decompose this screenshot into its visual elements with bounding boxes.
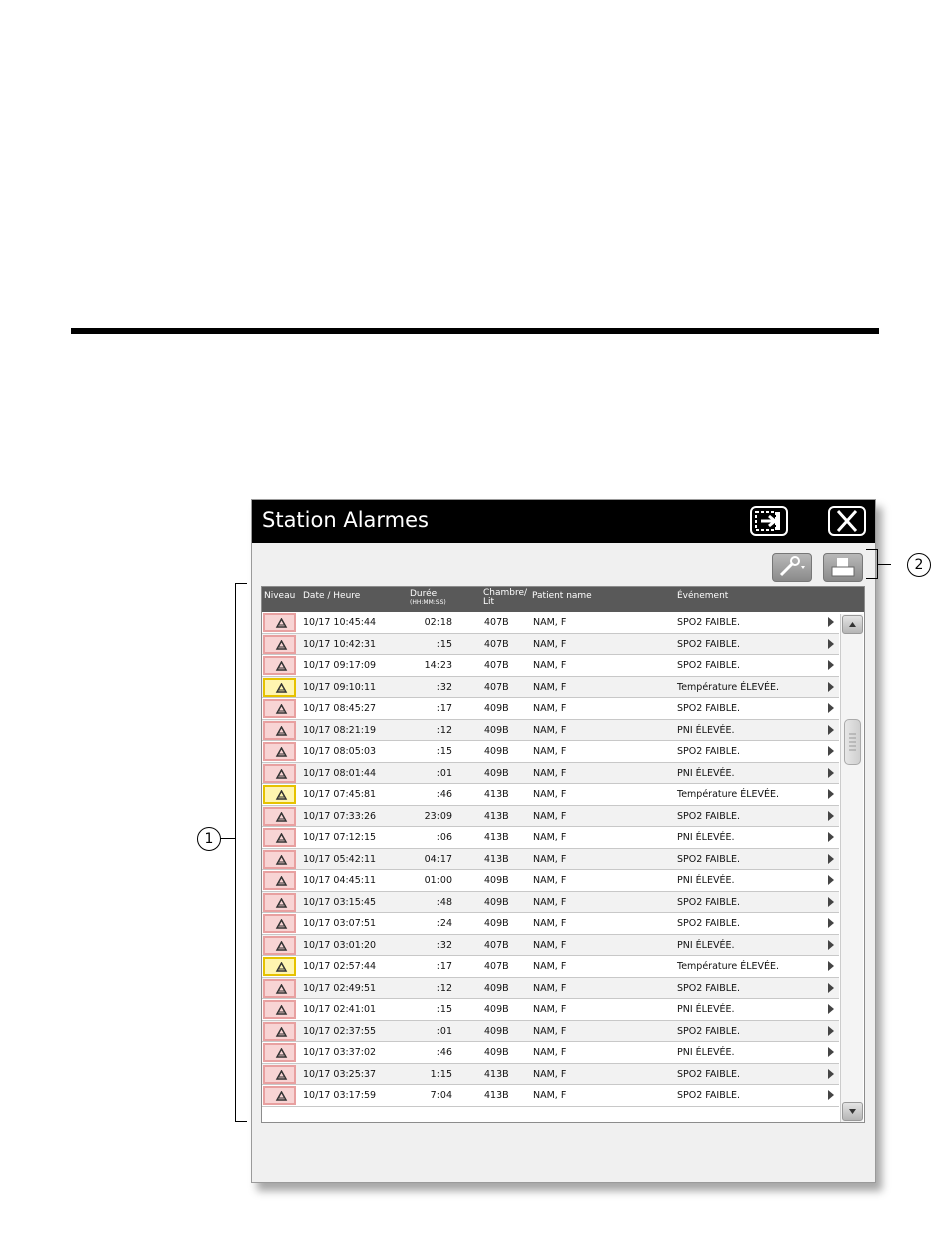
alarm-level-indicator xyxy=(263,1086,296,1105)
alarms-window xyxy=(251,499,876,1183)
alarm-bell-icon xyxy=(275,726,288,737)
cell-duration: :15 xyxy=(436,1004,452,1015)
chevron-right-icon[interactable] xyxy=(828,897,834,907)
cell-event: PNI ÉLEVÉE. xyxy=(677,939,735,951)
cell-room: 409B xyxy=(484,767,509,779)
cell-datetime: 10/17 10:42:31 xyxy=(303,638,377,650)
cell-patient: NAM, F xyxy=(533,1004,567,1015)
cell-patient: NAM, F xyxy=(533,810,567,822)
chevron-right-icon[interactable] xyxy=(828,1004,834,1014)
table-row[interactable] xyxy=(262,999,839,1021)
cell-event: SPO2 FAIBLE. xyxy=(677,1090,741,1101)
table-row[interactable] xyxy=(262,612,839,634)
cell-room: 409B xyxy=(484,896,509,908)
cell-duration: :24 xyxy=(436,918,452,929)
cell-patient: NAM, F xyxy=(533,789,567,800)
table-row[interactable] xyxy=(262,1085,839,1107)
cell-room: 407B xyxy=(484,660,509,671)
alarm-bell-icon xyxy=(275,855,288,866)
wrench-icon xyxy=(773,554,811,581)
cell-event: PNI ÉLEVÉE. xyxy=(677,767,735,779)
cell-patient: NAM, F xyxy=(533,896,567,908)
cell-event: PNI ÉLEVÉE. xyxy=(677,1047,735,1058)
alarm-level-indicator xyxy=(263,1043,296,1062)
cell-duration: 23:09 xyxy=(424,810,452,822)
cell-room: 407B xyxy=(484,617,509,628)
cell-room: 413B xyxy=(484,789,509,800)
chevron-right-icon[interactable] xyxy=(828,1090,834,1100)
cell-duration: :17 xyxy=(436,703,452,714)
cell-patient: NAM, F xyxy=(533,660,567,671)
chevron-right-icon[interactable] xyxy=(828,983,834,993)
close-button[interactable] xyxy=(828,506,866,536)
cell-datetime: 10/17 03:25:37 xyxy=(303,1068,377,1080)
chevron-right-icon[interactable] xyxy=(828,1026,834,1036)
cell-datetime: 10/17 08:05:03 xyxy=(303,746,377,757)
header-duration-label: Durée xyxy=(410,589,438,599)
callout-line-table xyxy=(220,838,235,839)
cell-duration: :01 xyxy=(436,1025,452,1037)
scroll-thumb[interactable] xyxy=(844,719,861,765)
arrow-up-icon xyxy=(843,616,862,633)
alarm-rows xyxy=(262,612,839,1107)
callout-bracket-table xyxy=(235,583,247,1122)
cell-duration: :46 xyxy=(436,789,452,800)
cell-event: PNI ÉLEVÉE. xyxy=(677,832,735,843)
alarm-level-indicator xyxy=(263,742,296,761)
cell-room: 407B xyxy=(484,939,509,951)
cell-room: 409B xyxy=(484,918,509,929)
chevron-right-icon[interactable] xyxy=(828,961,834,971)
cell-room: 409B xyxy=(484,982,509,994)
chevron-right-icon[interactable] xyxy=(828,725,834,735)
cell-room: 409B xyxy=(484,703,509,714)
printer-icon xyxy=(824,554,862,581)
alarm-level-indicator xyxy=(263,785,296,804)
table-row[interactable] xyxy=(262,1021,839,1043)
alarm-level-indicator xyxy=(263,656,296,675)
cell-event: SPO2 FAIBLE. xyxy=(677,1068,741,1080)
alarm-bell-icon xyxy=(275,812,288,823)
cell-event: SPO2 FAIBLE. xyxy=(677,660,741,671)
cell-patient: NAM, F xyxy=(533,982,567,994)
alarm-bell-icon xyxy=(275,1091,288,1102)
table-row[interactable] xyxy=(262,1064,839,1086)
table-row[interactable] xyxy=(262,720,839,742)
alarm-bell-icon xyxy=(275,898,288,909)
table-row[interactable] xyxy=(262,935,839,957)
cell-duration: :32 xyxy=(436,681,452,693)
table-row[interactable] xyxy=(262,655,839,677)
table-row[interactable] xyxy=(262,892,839,914)
cell-duration: :15 xyxy=(436,638,452,650)
exit-button[interactable] xyxy=(750,506,788,536)
cell-duration: :46 xyxy=(436,1047,452,1058)
cell-event: Température ÉLEVÉE. xyxy=(677,961,780,972)
cell-duration: :48 xyxy=(436,896,452,908)
table-row[interactable] xyxy=(262,870,839,892)
cell-patient: NAM, F xyxy=(533,638,567,650)
alarm-bell-icon xyxy=(275,876,288,887)
cell-datetime: 10/17 05:42:11 xyxy=(303,853,377,865)
scroll-down-button[interactable] xyxy=(842,1102,863,1121)
cell-datetime: 10/17 03:07:51 xyxy=(303,918,377,929)
cell-datetime: 10/17 07:12:15 xyxy=(303,832,377,843)
cell-duration: :15 xyxy=(436,746,452,757)
chevron-right-icon[interactable] xyxy=(828,660,834,670)
grip-icon xyxy=(845,720,860,764)
cell-datetime: 10/17 03:01:20 xyxy=(303,939,377,951)
cell-room: 409B xyxy=(484,875,509,886)
alarm-bell-icon xyxy=(275,833,288,844)
cell-event: SPO2 FAIBLE. xyxy=(677,638,741,650)
alarm-level-indicator xyxy=(263,721,296,740)
cell-patient: NAM, F xyxy=(533,1068,567,1080)
chevron-right-icon[interactable] xyxy=(828,768,834,778)
settings-button[interactable] xyxy=(772,553,812,582)
alarm-bell-icon xyxy=(275,941,288,952)
cell-duration: :17 xyxy=(436,961,452,972)
alarm-level-indicator xyxy=(263,764,296,783)
header-duration-format: (HH:MM:SS) xyxy=(410,599,446,606)
window-title: Station Alarmes xyxy=(262,508,429,532)
cell-patient: NAM, F xyxy=(533,1090,567,1101)
alarm-level-indicator xyxy=(263,957,296,976)
cell-datetime: 10/17 02:41:01 xyxy=(303,1004,377,1015)
alarm-level-indicator xyxy=(263,828,296,847)
cell-patient: NAM, F xyxy=(533,1025,567,1037)
callout-1: 1 xyxy=(197,827,221,851)
cell-datetime: 10/17 04:45:11 xyxy=(303,875,377,886)
cell-datetime: 10/17 02:37:55 xyxy=(303,1025,377,1037)
header-bed-label: Lit xyxy=(483,597,495,607)
cell-patient: NAM, F xyxy=(533,767,567,779)
cell-duration: :06 xyxy=(436,832,452,843)
cell-datetime: 10/17 03:37:02 xyxy=(303,1047,377,1058)
chevron-right-icon[interactable] xyxy=(828,617,834,627)
table-row[interactable] xyxy=(262,698,839,720)
cell-patient: NAM, F xyxy=(533,617,567,628)
cell-patient: NAM, F xyxy=(533,853,567,865)
table-row[interactable] xyxy=(262,741,839,763)
cell-datetime: 10/17 07:45:81 xyxy=(303,789,377,800)
header-room-label: Chambre/ xyxy=(483,588,528,598)
table-row[interactable] xyxy=(262,913,839,935)
table-row[interactable] xyxy=(262,763,839,785)
vertical-scrollbar[interactable] xyxy=(840,614,863,1122)
scroll-up-button[interactable] xyxy=(842,615,863,634)
alarm-level-indicator xyxy=(263,871,296,890)
table-row[interactable] xyxy=(262,978,839,1000)
alarm-bell-icon xyxy=(275,1027,288,1038)
alarm-level-indicator xyxy=(263,635,296,654)
table-row[interactable] xyxy=(262,827,839,849)
alarm-level-indicator xyxy=(263,1000,296,1019)
header-duration xyxy=(410,589,446,606)
cell-datetime: 10/17 02:57:44 xyxy=(303,961,377,972)
cell-room: 413B xyxy=(484,1090,509,1101)
title-bar xyxy=(252,500,875,543)
alarm-bell-icon xyxy=(275,919,288,930)
cell-patient: NAM, F xyxy=(533,724,567,736)
cell-datetime: 10/17 10:45:44 xyxy=(303,617,377,628)
chevron-right-icon[interactable] xyxy=(828,875,834,885)
close-icon xyxy=(830,508,864,534)
cell-room: 407B xyxy=(484,961,509,972)
cell-datetime: 10/17 08:01:44 xyxy=(303,767,377,779)
cell-patient: NAM, F xyxy=(533,703,567,714)
table-row[interactable] xyxy=(262,634,839,656)
cell-event: SPO2 FAIBLE. xyxy=(677,746,741,757)
arrow-down-icon xyxy=(843,1103,862,1120)
chevron-right-icon[interactable] xyxy=(828,918,834,928)
chevron-right-icon[interactable] xyxy=(828,1069,834,1079)
cell-event: SPO2 FAIBLE. xyxy=(677,896,741,908)
alarm-bell-icon xyxy=(275,1070,288,1081)
cell-duration: :32 xyxy=(436,939,452,951)
cell-event: SPO2 FAIBLE. xyxy=(677,703,741,714)
cell-room: 409B xyxy=(484,1047,509,1058)
cell-event: SPO2 FAIBLE. xyxy=(677,617,741,628)
alarm-bell-icon xyxy=(275,1005,288,1016)
cell-event: SPO2 FAIBLE. xyxy=(677,853,741,865)
cell-room: 407B xyxy=(484,681,509,693)
cell-duration: :12 xyxy=(436,982,452,994)
cell-room: 413B xyxy=(484,810,509,822)
header-room xyxy=(483,589,527,607)
cell-datetime: 10/17 03:17:59 xyxy=(303,1090,377,1101)
chevron-right-icon[interactable] xyxy=(828,811,834,821)
header-patient: Patient name xyxy=(532,591,592,601)
cell-datetime: 10/17 03:15:45 xyxy=(303,896,377,908)
alarm-level-indicator xyxy=(263,914,296,933)
chevron-right-icon[interactable] xyxy=(828,746,834,756)
alarm-bell-icon xyxy=(275,747,288,758)
cell-room: 407B xyxy=(484,638,509,650)
cell-patient: NAM, F xyxy=(533,1047,567,1058)
cell-datetime: 10/17 07:33:26 xyxy=(303,810,377,822)
header-datetime: Date / Heure xyxy=(303,591,361,601)
chevron-right-icon[interactable] xyxy=(828,703,834,713)
cell-datetime: 10/17 09:10:11 xyxy=(303,681,377,693)
header-event: Événement xyxy=(677,591,729,601)
cell-patient: NAM, F xyxy=(533,918,567,929)
chevron-right-icon[interactable] xyxy=(828,639,834,649)
alarm-level-indicator xyxy=(263,699,296,718)
alarm-bell-icon xyxy=(275,618,288,629)
alarm-level-indicator xyxy=(263,893,296,912)
alarm-bell-icon xyxy=(275,704,288,715)
horizontal-rule xyxy=(71,328,879,334)
cell-event: PNI ÉLEVÉE. xyxy=(677,875,735,886)
cell-room: 413B xyxy=(484,853,509,865)
cell-datetime: 10/17 09:17:09 xyxy=(303,660,377,671)
alarm-bell-icon xyxy=(275,661,288,672)
cell-event: PNI ÉLEVÉE. xyxy=(677,1004,735,1015)
cell-patient: NAM, F xyxy=(533,961,567,972)
alarm-bell-icon xyxy=(275,790,288,801)
alarm-bell-icon xyxy=(275,984,288,995)
cell-duration: 14:23 xyxy=(424,660,452,671)
cell-patient: NAM, F xyxy=(533,746,567,757)
table-row[interactable] xyxy=(262,849,839,871)
cell-patient: NAM, F xyxy=(533,939,567,951)
chevron-right-icon[interactable] xyxy=(828,832,834,842)
cell-datetime: 10/17 08:45:27 xyxy=(303,703,377,714)
cell-duration: 7:04 xyxy=(430,1090,452,1101)
cell-room: 409B xyxy=(484,746,509,757)
alarm-bell-icon xyxy=(275,1048,288,1059)
cell-event: Température ÉLEVÉE. xyxy=(677,681,780,693)
alarm-table xyxy=(261,586,865,1123)
cell-room: 413B xyxy=(484,1068,509,1080)
cell-duration: :12 xyxy=(436,724,452,736)
alarm-level-indicator xyxy=(263,613,296,632)
cell-patient: NAM, F xyxy=(533,832,567,843)
chevron-right-icon[interactable] xyxy=(828,1047,834,1057)
cell-event: SPO2 FAIBLE. xyxy=(677,982,741,994)
cell-event: PNI ÉLEVÉE. xyxy=(677,724,735,736)
table-row[interactable] xyxy=(262,1042,839,1064)
alarm-level-indicator xyxy=(263,678,296,697)
alarm-level-indicator xyxy=(263,850,296,869)
chevron-right-icon[interactable] xyxy=(828,789,834,799)
cell-datetime: 10/17 02:49:51 xyxy=(303,982,377,994)
cell-room: 409B xyxy=(484,724,509,736)
alarm-level-indicator xyxy=(263,1065,296,1084)
callout-line-toolbar xyxy=(878,564,891,565)
cell-room: 409B xyxy=(484,1025,509,1037)
cell-datetime: 10/17 08:21:19 xyxy=(303,724,377,736)
alarm-level-indicator xyxy=(263,1022,296,1041)
table-row[interactable] xyxy=(262,677,839,699)
alarm-bell-icon xyxy=(275,769,288,780)
alarm-level-indicator xyxy=(263,979,296,998)
table-header xyxy=(262,587,864,612)
chevron-right-icon[interactable] xyxy=(828,682,834,692)
cell-duration: 01:00 xyxy=(424,875,452,886)
table-row[interactable] xyxy=(262,956,839,978)
cell-duration: :01 xyxy=(436,767,452,779)
table-row[interactable] xyxy=(262,806,839,828)
cell-room: 409B xyxy=(484,1004,509,1015)
alarm-level-indicator xyxy=(263,807,296,826)
cell-patient: NAM, F xyxy=(533,875,567,886)
table-row[interactable] xyxy=(262,784,839,806)
chevron-right-icon[interactable] xyxy=(828,940,834,950)
cell-duration: 04:17 xyxy=(424,853,452,865)
cell-duration: 02:18 xyxy=(424,617,452,628)
cell-patient: NAM, F xyxy=(533,681,567,693)
callout-bracket-toolbar xyxy=(866,549,878,579)
exit-icon xyxy=(752,508,786,534)
alarm-bell-icon xyxy=(275,683,288,694)
alarm-level-indicator xyxy=(263,936,296,955)
cell-event: SPO2 FAIBLE. xyxy=(677,1025,741,1037)
cell-event: Température ÉLEVÉE. xyxy=(677,789,780,800)
alarm-bell-icon xyxy=(275,962,288,973)
header-level: Niveau xyxy=(264,591,296,601)
cell-event: SPO2 FAIBLE. xyxy=(677,918,741,929)
cell-event: SPO2 FAIBLE. xyxy=(677,810,741,822)
print-button[interactable] xyxy=(823,553,863,582)
chevron-right-icon[interactable] xyxy=(828,854,834,864)
alarm-bell-icon xyxy=(275,640,288,651)
callout-2: 2 xyxy=(907,553,931,577)
cell-duration: 1:15 xyxy=(430,1068,452,1080)
cell-room: 413B xyxy=(484,832,509,843)
